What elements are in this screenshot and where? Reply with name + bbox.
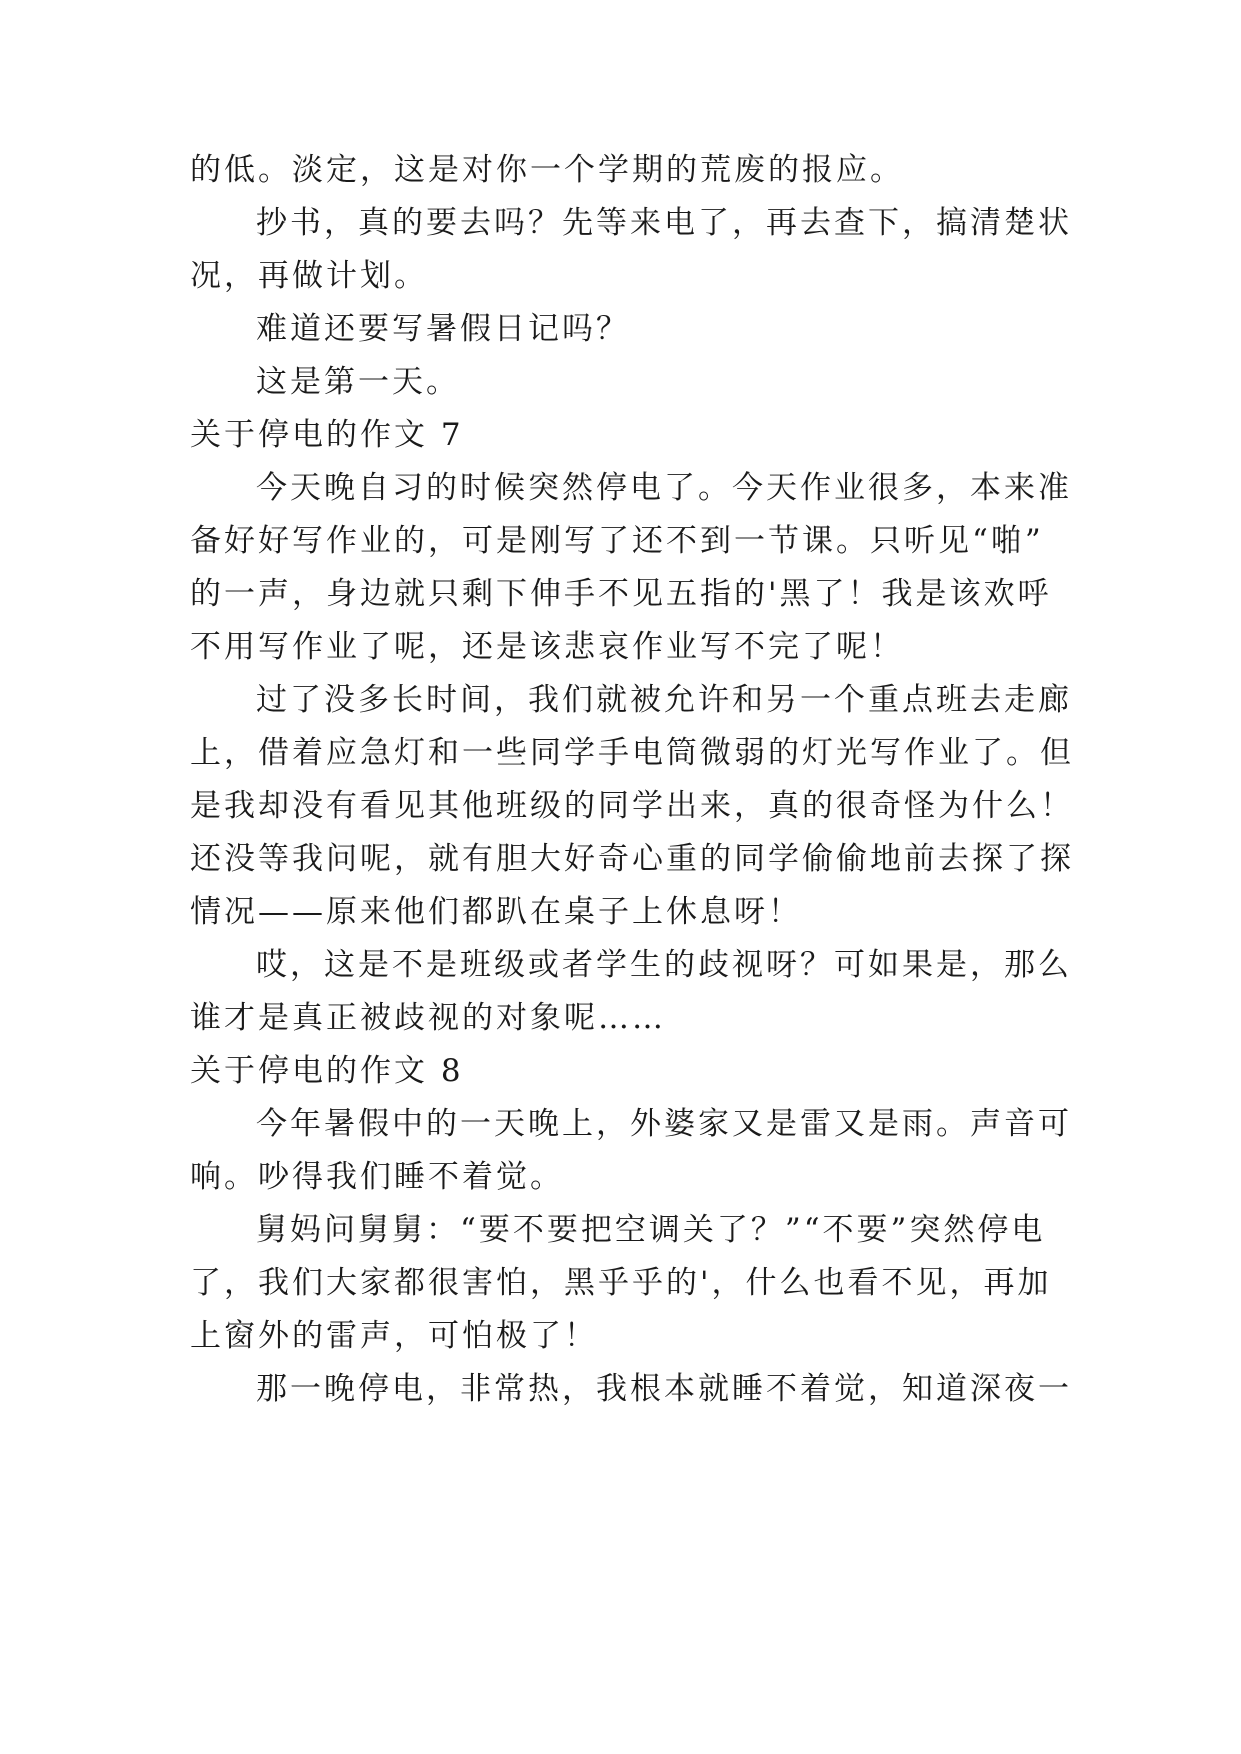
text-line: 况，再做计划。	[190, 258, 428, 294]
text-line: 情况——原来他们都趴在桌子上休息呀！	[190, 894, 802, 930]
text-line: 备好好写作业的，可是刚写了还不到一节课。只听见“啪”	[190, 523, 1044, 559]
section-heading: 关于停电的作文 7	[190, 417, 464, 453]
text-line: 今年暑假中的一天晚上，外婆家又是雷又是雨。声音可	[256, 1106, 1072, 1142]
text-line: 舅妈问舅舅：“要不要把空调关了？”“不要”突然停电	[256, 1212, 1046, 1248]
text-line: 抄书，真的要去吗？先等来电了，再去查下，搞清楚状	[256, 205, 1072, 241]
text-line: 响。吵得我们睡不着觉。	[190, 1159, 564, 1195]
text-line: 谁才是真正被歧视的对象呢……	[190, 1000, 666, 1036]
text-line: 是我却没有看见其他班级的同学出来，真的很奇怪为什么！	[190, 788, 1074, 824]
text-line: 的低。淡定，这是对你一个学期的荒废的报应。	[190, 152, 904, 188]
text-line: 那一晚停电，非常热，我根本就睡不着觉，知道深夜一	[256, 1371, 1072, 1407]
text-line: 了，我们大家都很害怕，黑乎乎的'，什么也看不见，再加	[190, 1265, 1052, 1301]
text-line: 今天晚自习的时候突然停电了。今天作业很多，本来准	[256, 470, 1072, 506]
text-line: 上，借着应急灯和一些同学手电筒微弱的灯光写作业了。但	[190, 735, 1074, 771]
text-line: 上窗外的雷声，可怕极了！	[190, 1318, 598, 1354]
text-line: 的一声，身边就只剩下伸手不见五指的'黑了！我是该欢呼	[190, 576, 1052, 612]
text-line: 不用写作业了呢，还是该悲哀作业写不完了呢！	[190, 629, 904, 665]
text-line: 难道还要写暑假日记吗？	[256, 311, 630, 347]
text-line: 过了没多长时间，我们就被允许和另一个重点班去走廊	[256, 682, 1072, 718]
text-line: 还没等我问呢，就有胆大好奇心重的同学偷偷地前去探了探	[190, 841, 1074, 877]
section-heading: 关于停电的作文 8	[190, 1053, 464, 1089]
text-line: 哎，这是不是班级或者学生的歧视呀？可如果是，那么	[256, 947, 1072, 983]
text-line: 这是第一天。	[256, 364, 460, 400]
